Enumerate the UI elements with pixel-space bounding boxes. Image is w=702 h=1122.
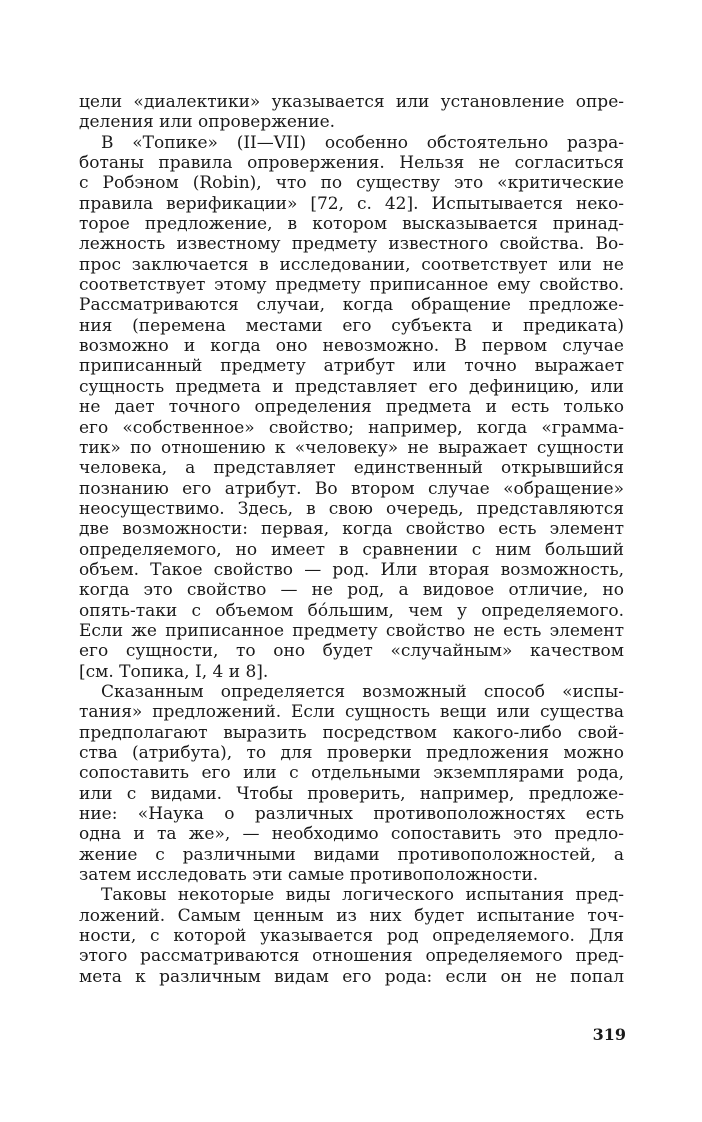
text-line: лежность известному предмету известного свойства. Во- [79,234,624,255]
text-line: его сущности, то оно будет «случайным» качеством [79,641,624,662]
page-body [79,92,624,987]
text-line: возможно и когда оно невозможно. В первом случае [79,336,624,357]
text-line: этого рассматриваются отношения определяемого пред- [79,946,624,967]
text-line: Если же приписанное предмету свойство не есть элемент [79,620,624,641]
text-line: прос заключается в исследовании, соответствует или не [79,254,624,275]
text-line: две возможности: первая, когда свойство есть элемент [79,519,624,540]
text-line: ние: «Наука о различных противоположностях есть [79,804,624,825]
text-line: с Робэном (Robin), что по существу это «критические [79,173,624,194]
text-line: определяемого, но имеет в сравнении с ним больший [79,539,624,560]
text-line: объем. Такое свойство — род. Или вторая возможность, [79,559,624,580]
text-line: мета к различным видам его рода: если он не попал [79,966,624,987]
text-line: приписанный предмету атрибут или точно выражает [79,356,624,377]
text-line: деления или опровержение. [79,112,336,133]
page-number: 319 [592,1025,626,1044]
text-line: торое предложение, в котором высказывается принад- [79,214,624,235]
text-line: познанию его атрибут. Во втором случае «обращение» [79,478,624,499]
text-line: предполагают выразить посредством какого-либо свой- [79,722,624,743]
text-line: или с видами. Чтобы проверить, например, предложе- [79,783,624,804]
paragraph [79,885,624,987]
text-line: В «Топике» (II—VII) особенно обстоятельно разра- [101,132,624,153]
paragraph [79,92,624,133]
text-line: Сказанным определяется возможный способ «испы- [101,681,624,702]
text-line: одна и та же», — необходимо сопоставить это предло- [79,824,624,845]
text-line: ложений. Самым ценным из них будет испытание точ- [79,905,624,926]
text-line: правила верификации» [72, с. 42]. Испытывается неко- [79,193,624,214]
text-line: неосуществимо. Здесь, в свою очередь, представляются [79,498,624,519]
text-line: [см. Топика, I, 4 и 8]. [79,661,269,682]
text-line: ботаны правила опровержения. Нельзя не согласиться [79,153,624,174]
text-line: тания» предложений. Если сущность вещи или существа [79,702,624,723]
text-line: Таковы некоторые виды логического испытания пред- [101,885,624,906]
text-line: сущность предмета и представляет его дефиницию, или [79,376,624,397]
text-line: тик» по отношению к «человеку» не выражает сущности [79,437,624,458]
text-line: человека, а представляет единственный открывшийся [79,458,624,479]
text-line: ния (перемена местами его субъекта и предиката) [79,315,624,336]
text-line: ства (атрибута), то для проверки предложения можно [79,743,624,763]
text-line: опять-таки с объемом бо́льшим, чем у определяемого. [79,600,624,621]
text-line: когда это свойство — не род, а видовое отличие, но [79,580,624,601]
text-line: цели «диалектики» указывается или установление опре- [79,92,624,112]
text-line: соответствует этому предмету приписанное ему свойство. [79,275,624,296]
text-line: затем исследовать эти самые противоположности. [79,865,539,886]
text-line: Рассматриваются случаи, когда обращение предложе- [79,295,624,316]
paragraph [79,682,624,885]
text-line: не дает точного определения предмета и есть только [79,397,624,418]
text-line: его «собственное» свойство; например, когда «грамма- [79,417,624,438]
text-line: ности, с которой указывается род определяемого. Для [79,926,624,947]
text-line: сопоставить его или с отдельными экземплярами рода, [79,763,624,784]
paragraph [79,133,624,682]
text-line: жение с различными видами противоположностей, а [79,844,624,865]
